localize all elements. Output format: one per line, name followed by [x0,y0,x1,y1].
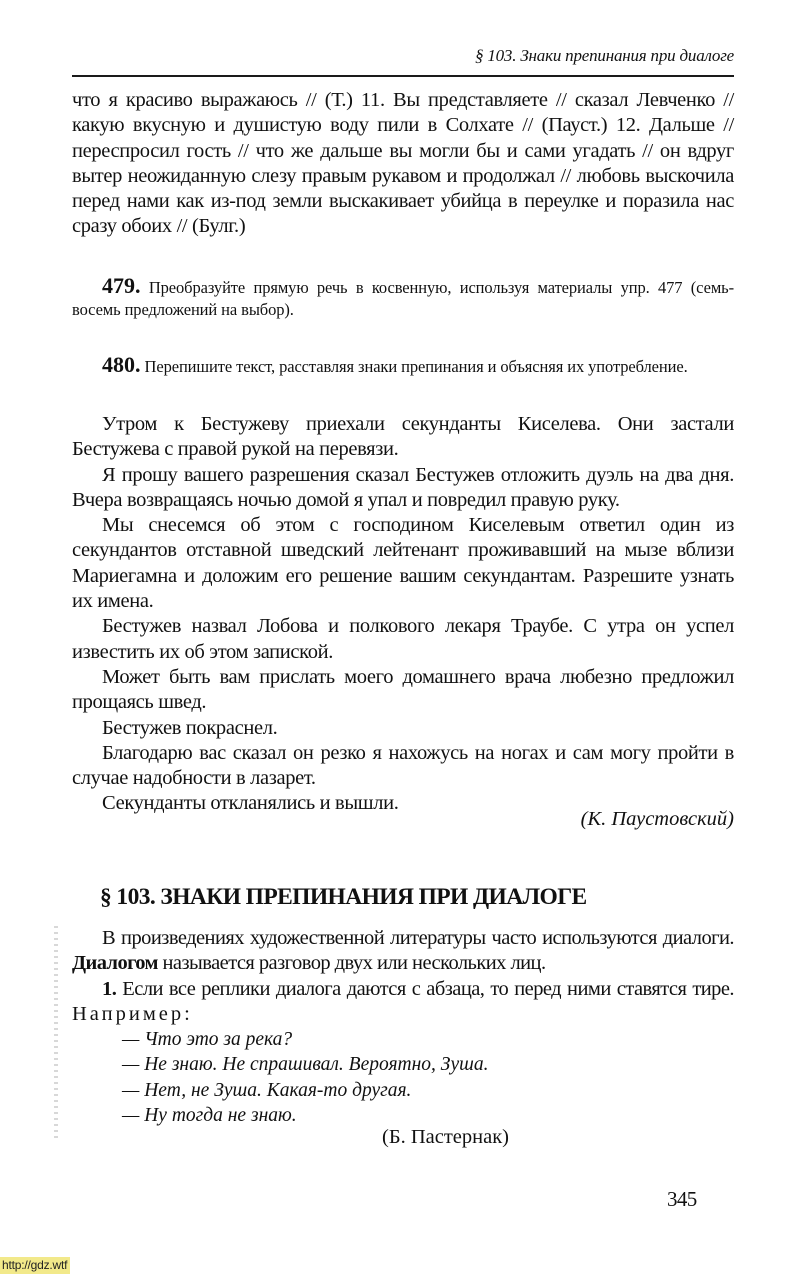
scan-artifact [54,926,58,1141]
story-author: (К. Паустовский) [580,808,734,830]
continuation-text [72,88,734,240]
exercise-479 [72,275,734,321]
intro-before: В произведениях художественной литературы часто используются диалоги. [102,927,734,949]
exercise-text: Преобразуйте прямую речь в косвенную, используя материалы упр. 477 (семь-восемь предложений на выбор). [72,278,734,319]
intro-after: называется разговор двух или нескольких лиц. [162,952,546,975]
dialog-line: — Ну тогда не знаю. [122,1104,297,1126]
story-paragraph: Бестужев назвал Лобова и полкового лекаря Траубе. С утра он успел известить их об этом запиской. [72,615,734,663]
exercise-story [72,412,734,817]
story-paragraph: Благодарю вас сказал он резко я нахожусь на ногах и сам могу пройти в случае надобности в лазарет. [72,741,734,790]
rule-text: Если все реплики диалога даются с абзаца, то перед ними ставятся тире. [122,977,734,1000]
exercise-number: 480. [102,352,141,377]
watermark-link[interactable]: http://gdz.wtf [0,1257,70,1274]
story-paragraph: Секунданты откланялись и вышли. [102,792,399,815]
section-theory [72,926,734,1027]
exercise-number: 479. [102,273,141,298]
story-paragraph: Мы снесемся об этом с господином Киселевым ответил один из секундантов отставной шведский лейтенант проживавший на мызе вблизи Мариегамна и доложим его решение вашим секундантам. Разрешите узнать их имена. [72,514,734,613]
dialog-line: — Нет, не Зуша. Какая-то другая. [122,1079,412,1101]
term-dialog: Диалогом [72,952,158,975]
example-label: Например: [72,1002,193,1025]
dialog-line: — Не знаю. Не спрашивал. Вероятно, Зуша. [122,1054,489,1076]
rule-paragraph [72,977,734,1028]
exercise-text: Перепишите текст, расставляя знаки препинания и объясняя их употребление. [144,357,688,376]
story-paragraph: Я прошу вашего разрешения сказал Бестужев отложить дуэль на два дня. Вчера возвращаясь ночью домой я упал и повредил правую руку. [72,463,734,511]
dialog-example [122,1027,488,1128]
section-title: § 103. ЗНАКИ ПРЕПИНАНИЯ ПРИ ДИАЛОГЕ [100,884,587,910]
running-head: § 103. Знаки препинания при диалоге [474,46,734,65]
story-paragraph: Утром к Бестужеву приехали секунданты Киселева. Они застали Бестужева с правой рукой на перевязи. [72,413,734,461]
page-number: 345 [667,1187,697,1211]
exercise-480 [72,354,734,378]
rule-number: 1. [102,977,117,1000]
header-rule [72,75,734,77]
continuation-paragraph: что я красиво выражаюсь // (Т.) 11. Вы представляете // сказал Левченко // какую вкусную и душистую воду пили в Солхате // (Пауст.) 12. Дальше // переспросил гость // что же дальше вы могли бы и сами угадать // он вдруг вытер неожиданную слезу правым рукавом и продолжал // любовь выскочила перед нами как из-под земли выскакивает убийца в переулке и поразила нас сразу обоих // (Булг.) [72,89,734,238]
story-paragraph: Может быть вам прислать моего домашнего врача любезно предложил прощаясь швед. [72,665,734,714]
dialog-author: (Б. Пастернак) [382,1126,510,1148]
intro-paragraph [72,926,734,977]
dialog-line: — Что это за река? [122,1029,293,1050]
story-paragraph: Бестужев покраснел. [102,716,278,739]
